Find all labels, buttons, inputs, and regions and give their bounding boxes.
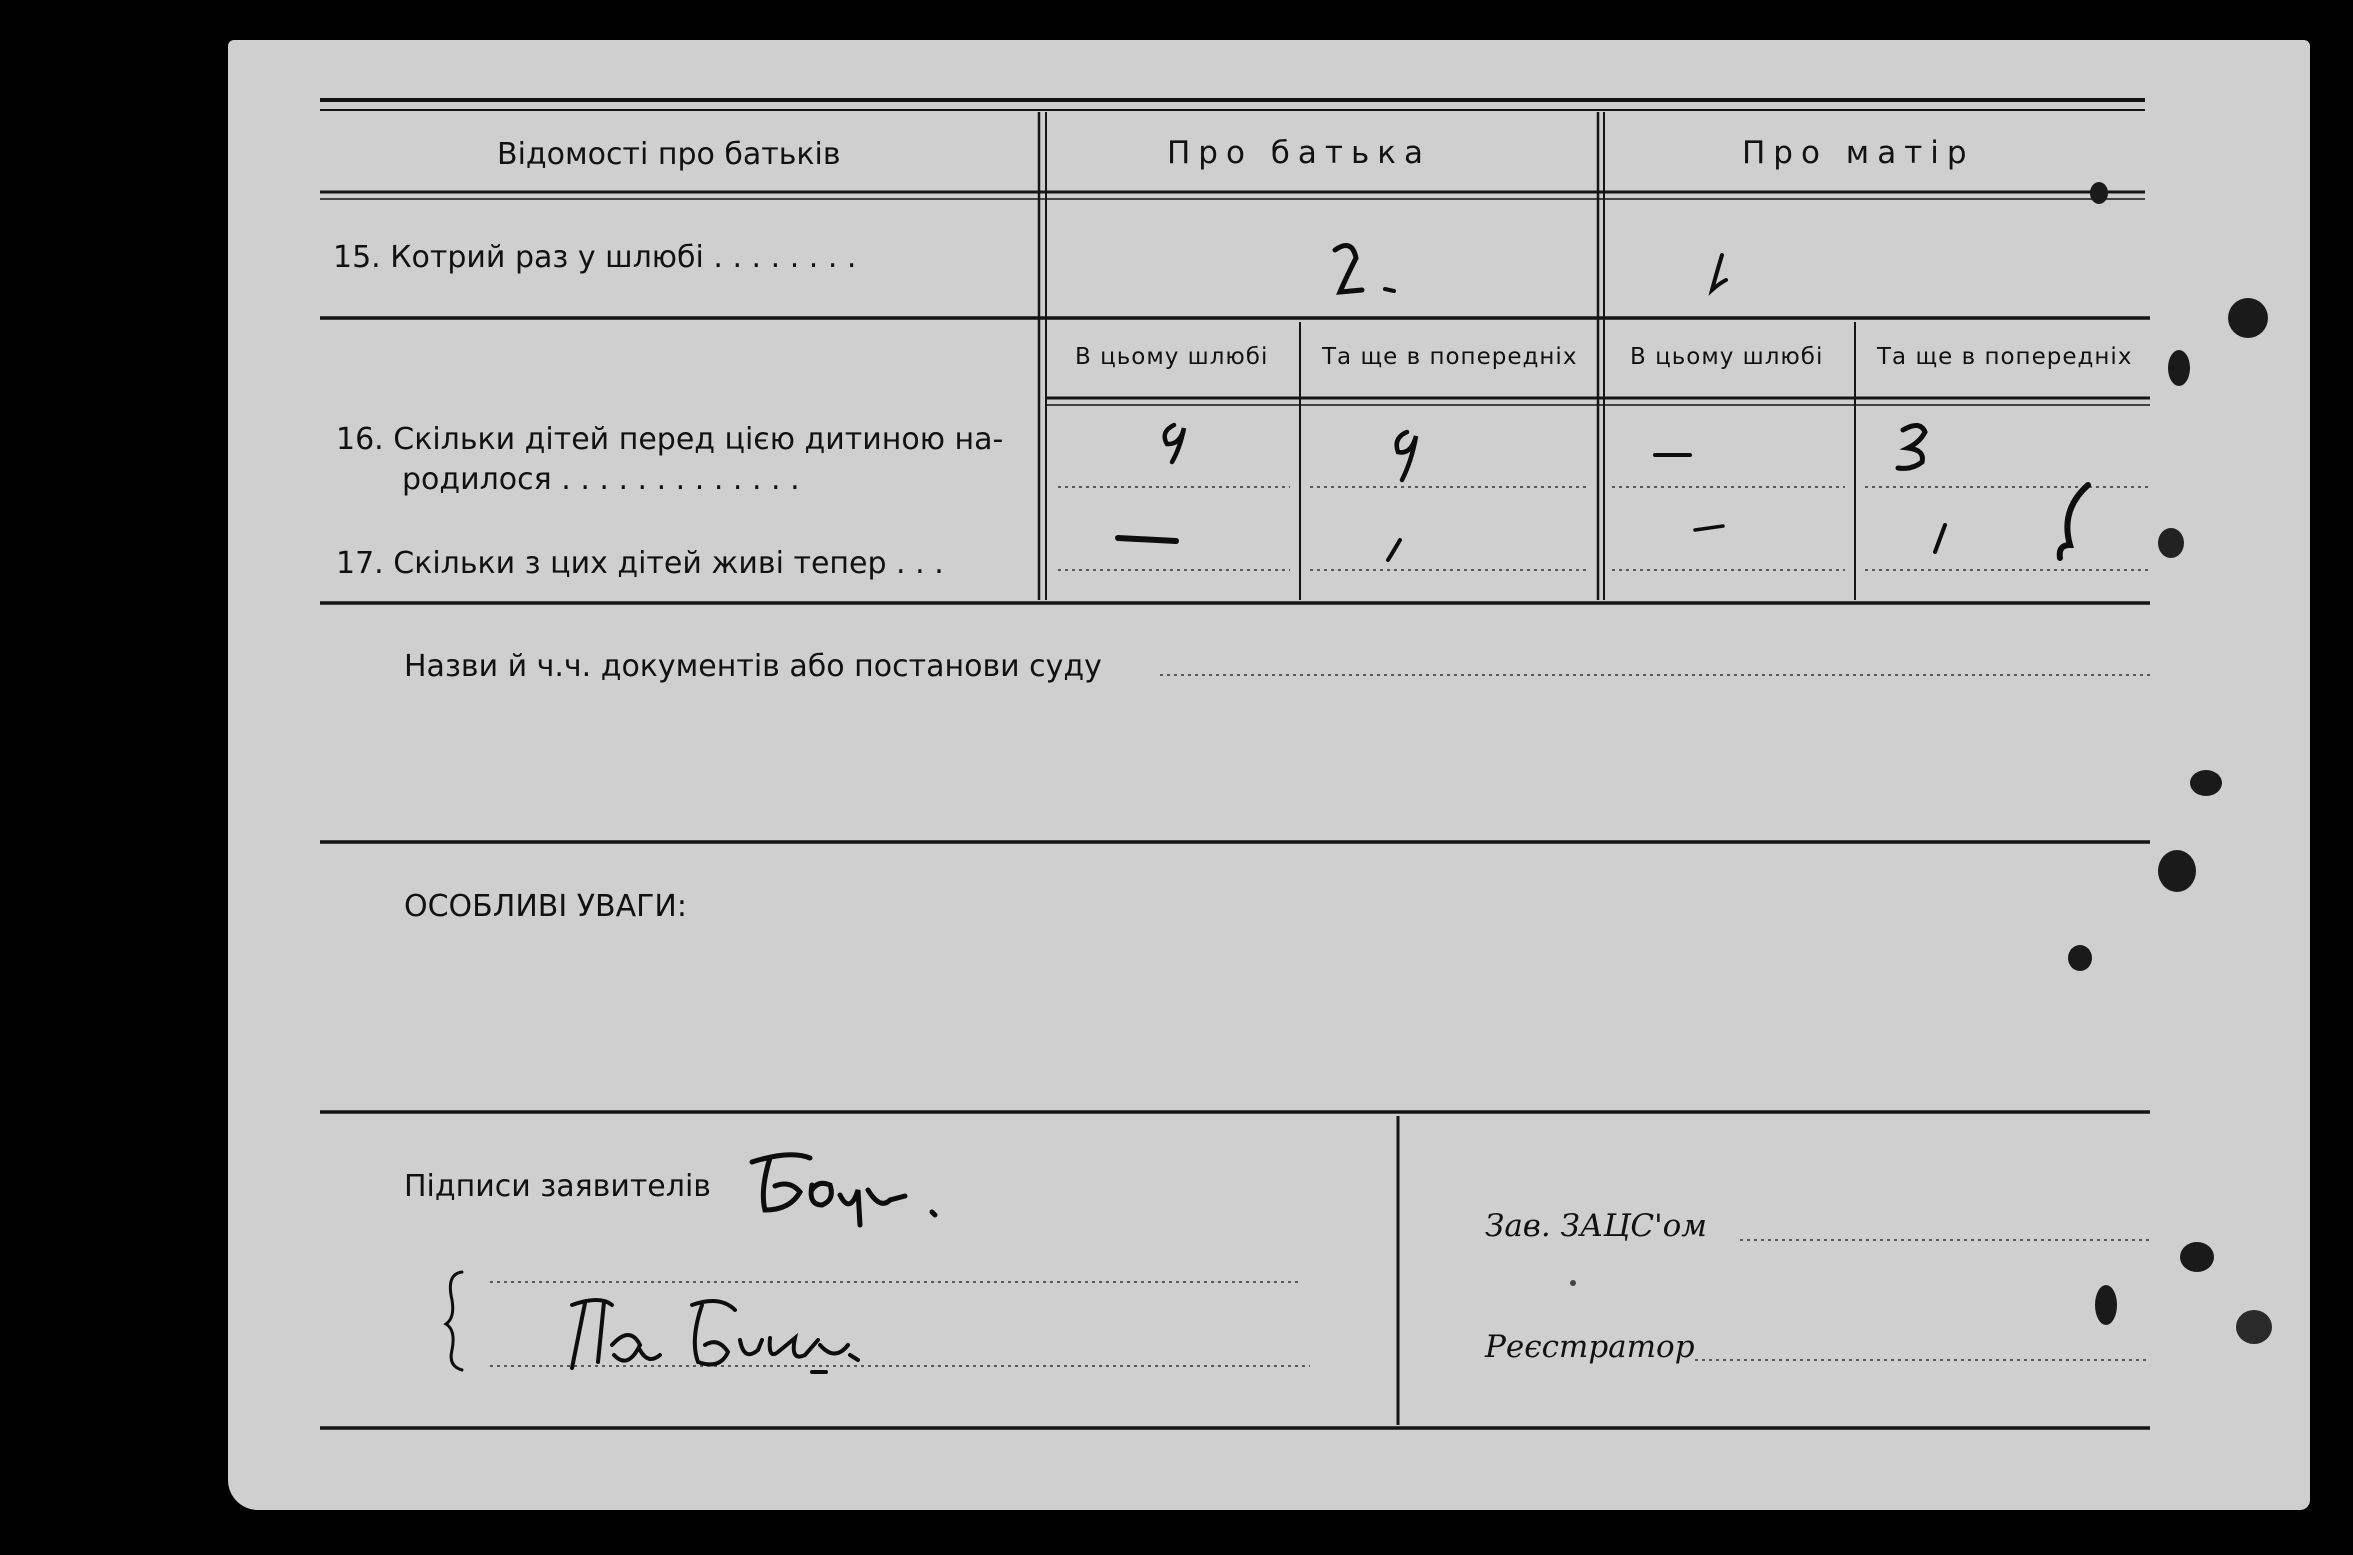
mother-this-marriage-header: В цьому шлюбі bbox=[1630, 344, 1824, 370]
father-previous-header: Та ще в попередніх bbox=[1322, 344, 1578, 370]
special-remarks-label: ОСОБЛИВІ УВАГИ: bbox=[404, 889, 687, 924]
q17-mother-this-value bbox=[1695, 526, 1723, 530]
zags-head-label: Зав. ЗАЦС'ом bbox=[1485, 1208, 1707, 1244]
punch-hole bbox=[2168, 350, 2190, 386]
parents-info-header: Відомості про батьків bbox=[497, 137, 841, 172]
q16-mother-prev-value bbox=[1898, 425, 1925, 468]
punch-hole bbox=[2158, 850, 2196, 892]
q15-father-value bbox=[1335, 246, 1362, 293]
punch-hole bbox=[2228, 298, 2268, 338]
applicant-signature-1 bbox=[752, 1155, 935, 1225]
q17-label: 17. Скільки з цих дітей живі тепер . . . bbox=[336, 546, 944, 581]
documents-label: Назви й ч.ч. документів або постанови суду bbox=[404, 649, 1102, 684]
father-this-marriage-header: В цьому шлюбі bbox=[1075, 344, 1269, 370]
punch-hole bbox=[2158, 528, 2184, 558]
q16-label-line2: родилося . . . . . . . . . . . . . bbox=[402, 462, 800, 497]
punch-hole bbox=[2090, 182, 2108, 204]
about-father-header: Про батька bbox=[1167, 135, 1431, 171]
q16-father-this-value bbox=[1165, 425, 1184, 462]
punch-hole bbox=[2095, 1285, 2117, 1325]
punch-hole bbox=[2190, 770, 2222, 796]
mother-previous-header: Та ще в попередніх bbox=[1877, 344, 2133, 370]
q17-father-this-value bbox=[1118, 538, 1176, 541]
punch-hole bbox=[2236, 1310, 2272, 1344]
q17-father-prev-value bbox=[1388, 540, 1400, 560]
about-mother-header: Про матір bbox=[1742, 135, 1975, 171]
applicants-signatures-label: Підписи заявителів bbox=[404, 1169, 711, 1204]
q16-label-line1: 16. Скільки дітей перед цією дитиною на- bbox=[336, 422, 1004, 457]
punch-hole bbox=[2180, 1242, 2214, 1272]
punch-hole bbox=[2068, 945, 2092, 971]
q17-mother-prev-value bbox=[1935, 525, 1945, 552]
q15-label: 15. Котрий раз у шлюбі . . . . . . . . bbox=[333, 240, 857, 275]
brace bbox=[446, 1272, 462, 1370]
registrar-label: Реєстратор bbox=[1485, 1329, 1695, 1365]
q15-mother-value bbox=[1712, 255, 1726, 290]
applicant-signature-2 bbox=[572, 1300, 858, 1372]
q16-father-prev-value bbox=[1397, 432, 1416, 480]
